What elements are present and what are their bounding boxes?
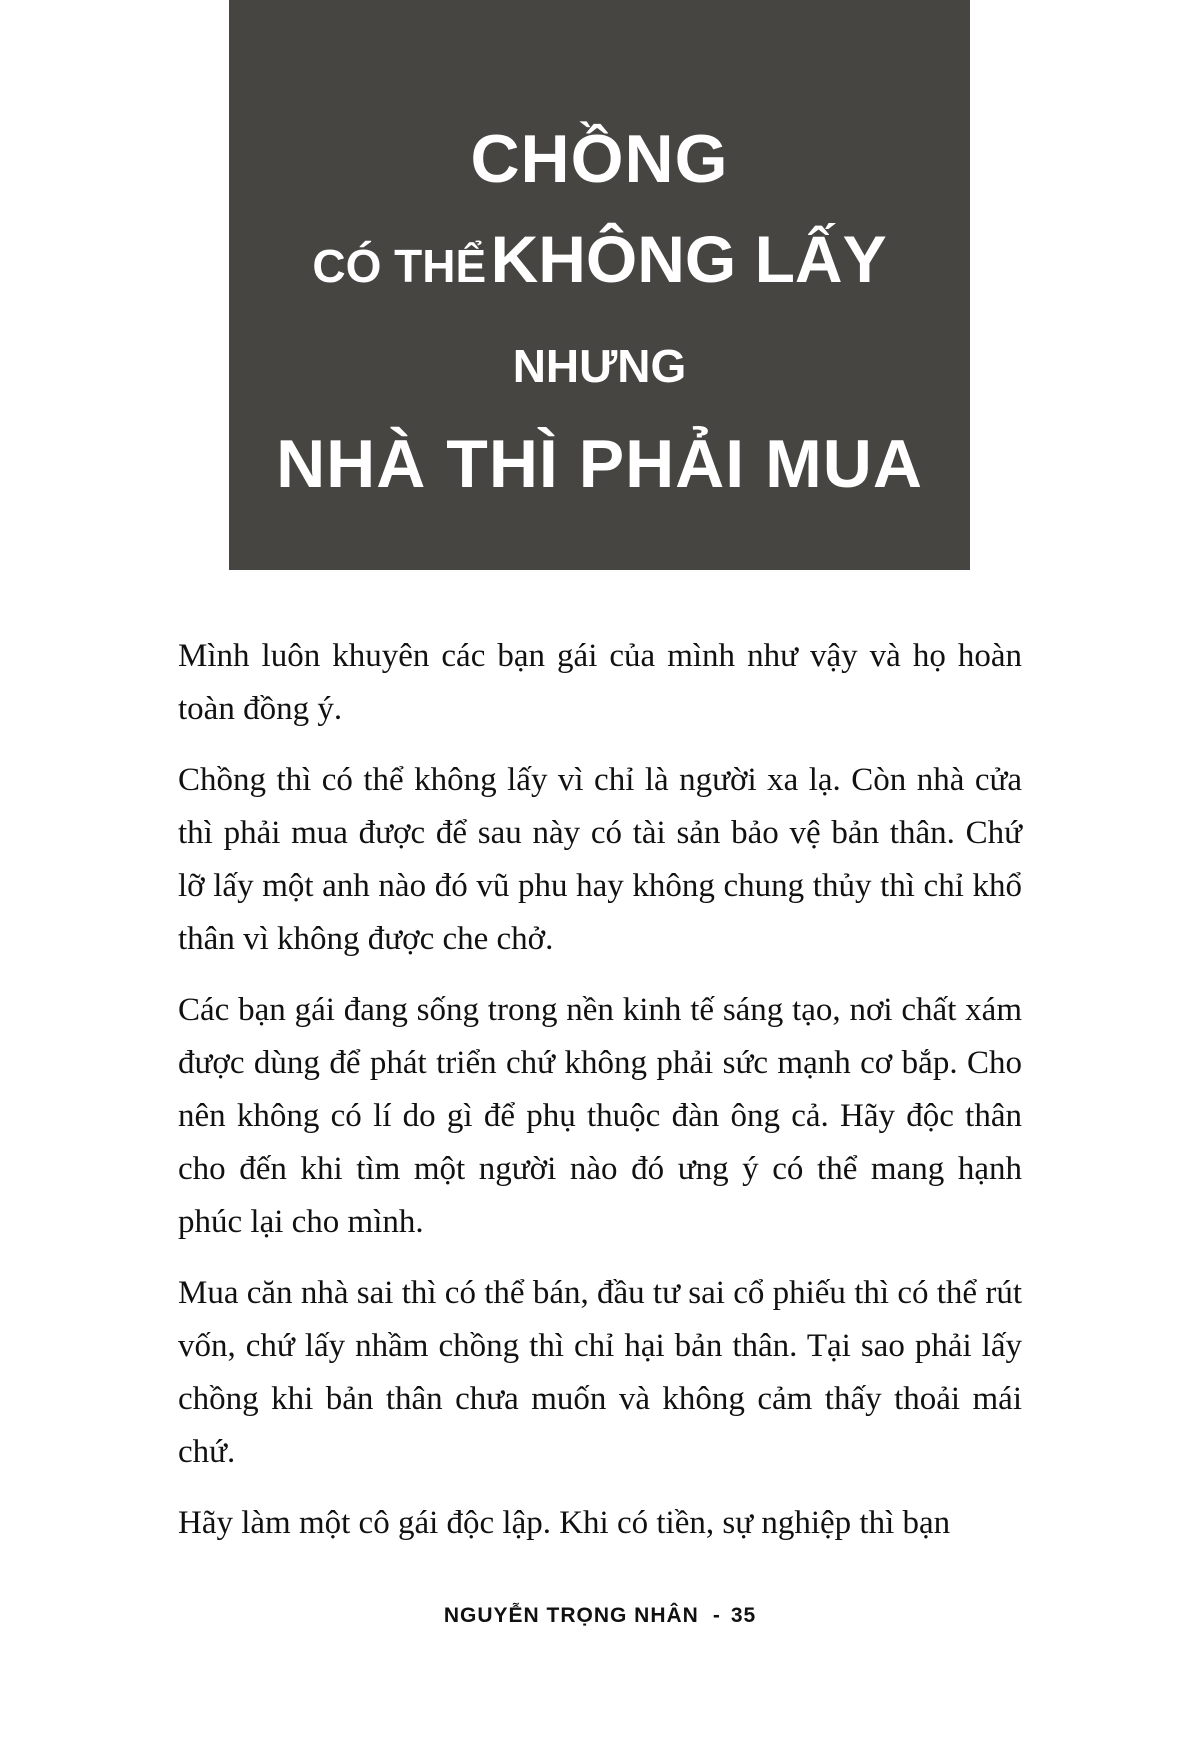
title-line-1: CHỒNG — [470, 121, 729, 197]
paragraph-5: Hãy làm một cô gái độc lập. Khi có tiền, sự nghiệp thì bạn — [178, 1505, 951, 1541]
title-line-4: NHÀ THÌ PHẢI MUA — [276, 426, 923, 502]
footer-separator: - — [712, 1604, 721, 1627]
paragraph-2: Chồng thì có thể không lấy vì chỉ là người xa lạ. Còn nhà cửa thì phải mua được để sau này có tài sản bảo vệ bản thân. Chứ lỡ lấy một anh nào đó vũ phu hay không chung thủy thì chỉ khổ thân vì không được che chở. — [178, 762, 1022, 957]
page-number: 35 — [730, 1604, 757, 1627]
paragraph-3: Các bạn gái đang sống trong nền kinh tế sáng tạo, nơi chất xám được dùng để phát triển chứ không phải sức mạnh cơ bắp. Cho nên không có lí do gì để phụ thuộc đàn ông cả. Hãy độc thân cho đến khi tìm một người nào đó ưng ý có thể mang hạnh phúc lại cho mình. — [178, 992, 1022, 1240]
page-footer — [0, 1604, 1200, 1628]
title-line-3: NHƯNG — [512, 340, 687, 392]
paragraph-4: Mua căn nhà sai thì có thể bán, đầu tư sai cổ phiếu thì có thể rút vốn, chứ lấy nhầm chồng thì chỉ hại bản thân. Tại sao phải lấy chồng khi bản thân chưa muốn và không cảm thấy thoải mái chứ. — [178, 1275, 1022, 1470]
paragraph-1: Mình luôn khuyên các bạn gái của mình như vậy và họ hoàn toàn đồng ý. — [178, 638, 1022, 727]
chapter-title-box — [229, 0, 970, 570]
chapter-body — [178, 630, 1022, 1568]
footer-author: NGUYỄN TRỌNG NHÂN — [443, 1604, 699, 1627]
title-line-2 — [229, 222, 970, 296]
title-line-2-small: CÓ THỂ — [312, 240, 487, 292]
title-line-2-big: KHÔNG LẤY — [490, 222, 887, 296]
